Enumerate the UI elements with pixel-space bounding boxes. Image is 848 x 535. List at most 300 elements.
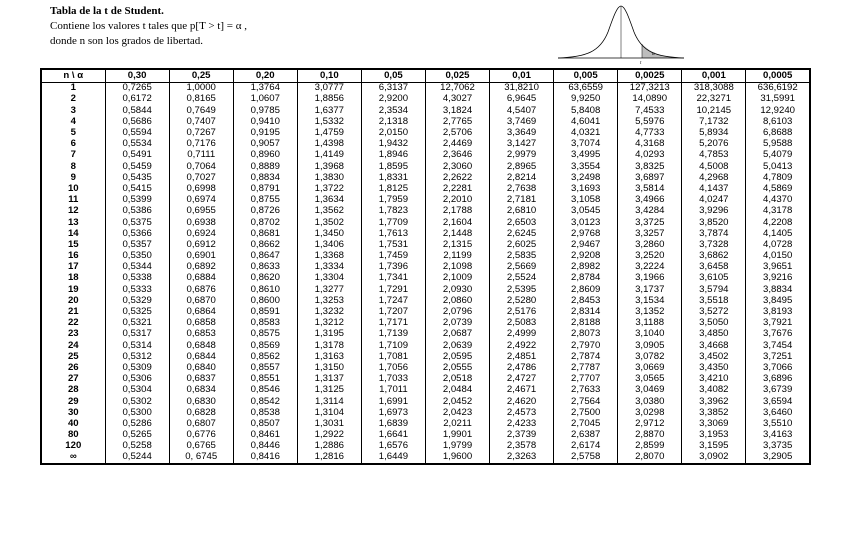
critical-value-cell: 1,7011 (361, 385, 425, 396)
critical-value-cell: 5,5976 (618, 117, 682, 128)
critical-value-cell: 2,8784 (554, 273, 618, 284)
critical-value-cell: 1,7291 (361, 284, 425, 295)
column-header: 0,05 (361, 69, 425, 83)
table-row (41, 284, 810, 295)
critical-value-cell: 2,0796 (425, 307, 489, 318)
critical-value-cell: 0,6765 (169, 441, 233, 452)
table-row (41, 352, 810, 363)
column-header: 0,0025 (618, 69, 682, 83)
critical-value-cell: 1,7531 (361, 240, 425, 251)
table-row (41, 94, 810, 105)
critical-value-cell: 0,5306 (105, 374, 169, 385)
degrees-of-freedom-cell: 30 (67, 407, 79, 418)
critical-value-cell: 1,8125 (361, 184, 425, 195)
critical-value-cell: 0,6884 (169, 273, 233, 284)
critical-value-cell: 3,7676 (746, 329, 810, 340)
critical-value-cell: 3,8495 (746, 296, 810, 307)
critical-value-cell: 2,7181 (490, 195, 554, 206)
critical-value-cell: 4,2968 (682, 173, 746, 184)
column-header: 0,025 (425, 69, 489, 83)
critical-value-cell: 1,3562 (297, 206, 361, 217)
critical-value-cell: 5,0413 (746, 161, 810, 172)
critical-value-cell: 3,3852 (682, 407, 746, 418)
critical-value-cell: 0,5304 (105, 385, 169, 396)
critical-value-cell: 3,3257 (618, 228, 682, 239)
critical-value-cell: 2,5524 (490, 273, 554, 284)
table-row (41, 329, 810, 340)
critical-value-cell: 3,1595 (682, 441, 746, 452)
critical-value-cell: 0,5321 (105, 318, 169, 329)
critical-value-cell: 2,5395 (490, 284, 554, 295)
critical-value-cell: 0,8600 (233, 296, 297, 307)
critical-value-cell: 3,7921 (746, 318, 810, 329)
document-header (50, 4, 470, 49)
critical-value-cell: 0,5244 (105, 452, 169, 464)
critical-value-cell: 0,9410 (233, 117, 297, 128)
critical-value-cell: 2,8982 (554, 262, 618, 273)
critical-value-cell: 3,2905 (746, 452, 810, 464)
critical-value-cell: 3,6862 (682, 251, 746, 262)
critical-value-cell: 3,0669 (618, 363, 682, 374)
critical-value-cell: 0,7064 (169, 161, 233, 172)
critical-value-cell: 1,3368 (297, 251, 361, 262)
critical-value-cell: 2,0860 (425, 296, 489, 307)
degrees-of-freedom-cell: 28 (67, 385, 79, 396)
critical-value-cell: 3,9651 (746, 262, 810, 273)
critical-value-cell: 5,2076 (682, 139, 746, 150)
critical-value-cell: 1,4759 (297, 128, 361, 139)
critical-value-cell: 4,7853 (682, 150, 746, 161)
critical-value-cell: 1,5332 (297, 117, 361, 128)
critical-value-cell: 2,0595 (425, 352, 489, 363)
degrees-of-freedom-cell: 5 (70, 127, 76, 139)
critical-value-cell: 0,8583 (233, 318, 297, 329)
critical-value-cell: 1,3253 (297, 296, 361, 307)
degrees-of-freedom-cell: 24 (67, 340, 79, 351)
critical-value-cell: 1,7959 (361, 195, 425, 206)
critical-value-cell: 10,2145 (682, 105, 746, 116)
critical-value-cell: 0,7407 (169, 117, 233, 128)
critical-value-cell: 0,5435 (105, 173, 169, 184)
critical-value-cell: 5,8408 (554, 105, 618, 116)
critical-value-cell: 3,6897 (618, 173, 682, 184)
critical-value-cell: 2,2281 (425, 184, 489, 195)
critical-value-cell: 0,5302 (105, 396, 169, 407)
critical-value-cell: 2,0484 (425, 385, 489, 396)
critical-value-cell: 3,5518 (682, 296, 746, 307)
degrees-of-freedom-cell: 12 (67, 206, 79, 217)
critical-value-cell: 0,8662 (233, 240, 297, 251)
critical-value-cell: 0,8591 (233, 307, 297, 318)
column-header: 0,20 (233, 69, 297, 83)
critical-value-cell: 0,5312 (105, 352, 169, 363)
critical-value-cell: 2,8599 (618, 441, 682, 452)
critical-value-cell: 6,3137 (361, 83, 425, 95)
critical-value-cell: 3,0545 (554, 206, 618, 217)
critical-value-cell: 2,5758 (554, 452, 618, 464)
critical-value-cell: 1,0607 (233, 94, 297, 105)
critical-value-cell: 0,8557 (233, 363, 297, 374)
critical-value-cell: 1,3406 (297, 240, 361, 251)
degrees-of-freedom-cell: ∞ (69, 452, 77, 463)
critical-value-cell: 0,5415 (105, 184, 169, 195)
column-header: 0,30 (105, 69, 169, 83)
critical-value-cell: 3,4210 (682, 374, 746, 385)
critical-value-cell: 3,7066 (746, 363, 810, 374)
critical-value-cell: 31,5991 (746, 94, 810, 105)
critical-value-cell: 1,6973 (361, 407, 425, 418)
critical-value-cell: 3,8834 (746, 284, 810, 295)
critical-value-cell: 2,6503 (490, 217, 554, 228)
degrees-of-freedom-cell: 1 (70, 82, 76, 94)
critical-value-cell: 0,5386 (105, 206, 169, 217)
critical-value-cell: 0,6955 (169, 206, 233, 217)
critical-value-cell: 3,7469 (490, 117, 554, 128)
table-row (41, 105, 810, 116)
critical-value-cell: 2,0555 (425, 363, 489, 374)
critical-value-cell: 3,2860 (618, 240, 682, 251)
critical-value-cell: 3,0123 (554, 217, 618, 228)
critical-value-cell: 1,3150 (297, 363, 361, 374)
degrees-of-freedom-cell: 25 (67, 351, 79, 362)
critical-value-cell: 2,1448 (425, 228, 489, 239)
critical-value-cell: 1,3104 (297, 407, 361, 418)
critical-value-cell: 1,0000 (169, 83, 233, 95)
critical-value-cell: 0,8562 (233, 352, 297, 363)
table-row (41, 307, 810, 318)
critical-value-cell: 3,0902 (682, 452, 746, 464)
description-line-2: donde n son los grados de libertad. (50, 35, 204, 47)
critical-value-cell: 2,7564 (554, 396, 618, 407)
critical-value-cell: 3,0469 (618, 385, 682, 396)
critical-value-cell: 1,8946 (361, 150, 425, 161)
critical-value-cell: 1,7396 (361, 262, 425, 273)
critical-value-cell: 1,3163 (297, 352, 361, 363)
t-label: t (640, 61, 642, 64)
critical-value-cell: 3,7074 (554, 139, 618, 150)
t-distribution-table-wrapper (40, 68, 811, 465)
critical-value-cell: 22,3271 (682, 94, 746, 105)
critical-value-cell: 0,6974 (169, 195, 233, 206)
critical-value-cell: 0,5325 (105, 307, 169, 318)
critical-value-cell: 0,6876 (169, 284, 233, 295)
table-header-row (41, 69, 810, 83)
critical-value-cell: 3,2520 (618, 251, 682, 262)
critical-value-cell: 1,7341 (361, 273, 425, 284)
critical-value-cell: 0,8575 (233, 329, 297, 340)
critical-value-cell: 0,5300 (105, 407, 169, 418)
t-distribution-table (40, 68, 811, 465)
critical-value-cell: 3,1040 (618, 329, 682, 340)
critical-value-cell: 3,0565 (618, 374, 682, 385)
critical-value-cell: 0,8960 (233, 150, 297, 161)
critical-value-cell: 6,8688 (746, 128, 810, 139)
critical-value-cell: 0,6892 (169, 262, 233, 273)
table-row (41, 228, 810, 239)
critical-value-cell: 2,2010 (425, 195, 489, 206)
critical-value-cell: 63,6559 (554, 83, 618, 95)
critical-value-cell: 3,6739 (746, 385, 810, 396)
critical-value-cell: 3,4668 (682, 340, 746, 351)
critical-value-cell: 0,7267 (169, 128, 233, 139)
table-row (41, 139, 810, 150)
critical-value-cell: 3,5050 (682, 318, 746, 329)
critical-value-cell: 2,5706 (425, 128, 489, 139)
degrees-of-freedom-cell: 17 (67, 262, 79, 273)
table-row (41, 385, 810, 396)
critical-value-cell: 2,9712 (618, 419, 682, 430)
critical-value-cell: 1,3195 (297, 329, 361, 340)
critical-value-cell: 1,6839 (361, 419, 425, 430)
critical-value-cell: 3,1966 (618, 273, 682, 284)
critical-value-cell: 4,0247 (682, 195, 746, 206)
critical-value-cell: 1,6449 (361, 452, 425, 464)
critical-value-cell: 1,9799 (425, 441, 489, 452)
critical-value-cell: 0,8681 (233, 228, 297, 239)
critical-value-cell: 1,3232 (297, 307, 361, 318)
critical-value-cell: 2,9200 (361, 94, 425, 105)
critical-value-cell: 3,6458 (682, 262, 746, 273)
table-row (41, 318, 810, 329)
critical-value-cell: 2,2622 (425, 173, 489, 184)
critical-value-cell: 2,0687 (425, 329, 489, 340)
degrees-of-freedom-cell: 6 (70, 138, 76, 150)
critical-value-cell: 1,7171 (361, 318, 425, 329)
critical-value-cell: 2,1098 (425, 262, 489, 273)
critical-value-cell: 0,8461 (233, 430, 297, 441)
critical-value-cell: 2,4851 (490, 352, 554, 363)
degrees-of-freedom-cell: 22 (67, 317, 79, 329)
critical-value-cell: 2,3739 (490, 430, 554, 441)
critical-value-cell: 1,2922 (297, 430, 361, 441)
critical-value-cell: 0,5344 (105, 262, 169, 273)
critical-value-cell: 3,4350 (682, 363, 746, 374)
critical-value-cell: 3,7454 (746, 340, 810, 351)
critical-value-cell: 2,7707 (554, 374, 618, 385)
critical-value-cell: 1,7459 (361, 251, 425, 262)
critical-value-cell: 0,6870 (169, 296, 233, 307)
critical-value-cell: 3,1824 (425, 105, 489, 116)
critical-value-cell: 0,5258 (105, 441, 169, 452)
critical-value-cell: 1,7081 (361, 352, 425, 363)
table-row (41, 340, 810, 351)
critical-value-cell: 1,3031 (297, 419, 361, 430)
critical-value-cell: 0,8538 (233, 407, 297, 418)
critical-value-cell: 0,8834 (233, 173, 297, 184)
critical-value-cell: 3,2498 (554, 173, 618, 184)
critical-value-cell: 1,3277 (297, 284, 361, 295)
critical-value-cell: 0,5375 (105, 217, 169, 228)
critical-value-cell: 0,5314 (105, 340, 169, 351)
critical-value-cell: 2,0739 (425, 318, 489, 329)
critical-value-cell: 2,4620 (490, 396, 554, 407)
critical-value-cell: 0,7176 (169, 139, 233, 150)
table-row (41, 441, 810, 452)
critical-value-cell: 2,7500 (554, 407, 618, 418)
critical-value-cell: 1,3212 (297, 318, 361, 329)
critical-value-cell: 2,7787 (554, 363, 618, 374)
critical-value-cell: 0,9195 (233, 128, 297, 139)
critical-value-cell: 1,3502 (297, 217, 361, 228)
critical-value-cell: 1,3764 (233, 83, 297, 95)
critical-value-cell: 1,6991 (361, 396, 425, 407)
critical-value-cell: 3,3554 (554, 161, 618, 172)
critical-value-cell: 1,3722 (297, 184, 361, 195)
critical-value-cell: 0,8620 (233, 273, 297, 284)
critical-value-cell: 2,0639 (425, 340, 489, 351)
description-line-1: Contiene los valores t tales que p[T > t] = α , (50, 20, 247, 32)
table-row (41, 195, 810, 206)
critical-value-cell: 2,3263 (490, 452, 554, 464)
critical-value-cell: 1,3178 (297, 340, 361, 351)
critical-value-cell: 3,5272 (682, 307, 746, 318)
critical-value-cell: 2,4786 (490, 363, 554, 374)
critical-value-cell: 0,5459 (105, 161, 169, 172)
critical-value-cell: 0,6807 (169, 419, 233, 430)
critical-value-cell: 0,8542 (233, 396, 297, 407)
critical-value-cell: 4,1437 (682, 184, 746, 195)
critical-value-cell: 8,6103 (746, 117, 810, 128)
degrees-of-freedom-cell: 8 (70, 161, 76, 172)
critical-value-cell: 3,4966 (618, 195, 682, 206)
critical-value-cell: 1,4398 (297, 139, 361, 150)
critical-value-cell: 2,8453 (554, 296, 618, 307)
critical-value-cell: 1,3334 (297, 262, 361, 273)
critical-value-cell: 4,1405 (746, 228, 810, 239)
critical-value-cell: 1,3450 (297, 228, 361, 239)
critical-value-cell: 3,4163 (746, 430, 810, 441)
critical-value-cell: 2,8870 (618, 430, 682, 441)
critical-value-cell: 2,4469 (425, 139, 489, 150)
critical-value-cell: 3,4082 (682, 385, 746, 396)
critical-value-cell: 1,3634 (297, 195, 361, 206)
critical-value-cell: 0,8702 (233, 217, 297, 228)
critical-value-cell: 1,8331 (361, 173, 425, 184)
critical-value-cell: 1,7207 (361, 307, 425, 318)
critical-value-cell: 2,7765 (425, 117, 489, 128)
table-row (41, 150, 810, 161)
critical-value-cell: 4,5869 (746, 184, 810, 195)
critical-value-cell: 0,6998 (169, 184, 233, 195)
critical-value-cell: 3,0782 (618, 352, 682, 363)
critical-value-cell: 0,5357 (105, 240, 169, 251)
critical-value-cell: 0,6828 (169, 407, 233, 418)
critical-value-cell: 0,6834 (169, 385, 233, 396)
critical-value-cell: 4,0321 (554, 128, 618, 139)
critical-value-cell: 4,2208 (746, 217, 810, 228)
critical-value-cell: 1,7709 (361, 217, 425, 228)
degrees-of-freedom-cell: 9 (70, 172, 76, 183)
critical-value-cell: 1,8856 (297, 94, 361, 105)
degrees-of-freedom-cell: 27 (67, 373, 79, 385)
critical-value-cell: 3,9296 (682, 206, 746, 217)
critical-value-cell: 2,8188 (554, 318, 618, 329)
critical-value-cell: 1,6576 (361, 441, 425, 452)
degrees-of-freedom-cell: 2 (70, 94, 76, 105)
critical-value-cell: 5,4079 (746, 150, 810, 161)
critical-value-cell: 5,9588 (746, 139, 810, 150)
column-header: 0,005 (554, 69, 618, 83)
critical-value-cell: 0,7111 (169, 150, 233, 161)
degrees-of-freedom-cell: 7 (70, 150, 76, 161)
critical-value-cell: 0,8165 (169, 94, 233, 105)
critical-value-cell: 12,7062 (425, 83, 489, 95)
critical-value-cell: 0,6853 (169, 329, 233, 340)
critical-value-cell: 2,7638 (490, 184, 554, 195)
table-row (41, 296, 810, 307)
critical-value-cell: 1,9901 (425, 430, 489, 441)
critical-value-cell: 636,6192 (746, 83, 810, 95)
degrees-of-freedom-cell: 40 (67, 418, 79, 429)
critical-value-cell: 3,8520 (682, 217, 746, 228)
corner-header: n \ α (41, 69, 105, 83)
critical-value-cell: 3,6105 (682, 273, 746, 284)
critical-value-cell: 0,8633 (233, 262, 297, 273)
critical-value-cell: 3,1427 (490, 139, 554, 150)
critical-value-cell: 2,4999 (490, 329, 554, 340)
critical-value-cell: 2,9467 (554, 240, 618, 251)
critical-value-cell: 3,1693 (554, 184, 618, 195)
critical-value-cell: 1,3137 (297, 374, 361, 385)
critical-value-cell: 12,9240 (746, 105, 810, 116)
critical-value-cell: 3,6594 (746, 396, 810, 407)
critical-value-cell: 2,5835 (490, 251, 554, 262)
critical-value-cell: 3,5814 (618, 184, 682, 195)
critical-value-cell: 2,6387 (554, 430, 618, 441)
critical-value-cell: 0,5844 (105, 105, 169, 116)
critical-value-cell: 1,7056 (361, 363, 425, 374)
column-header: 0,01 (490, 69, 554, 83)
critical-value-cell: 2,3578 (490, 441, 554, 452)
alpha-label: α (652, 52, 655, 57)
critical-value-cell: 1,7247 (361, 296, 425, 307)
critical-value-cell: 14,0890 (618, 94, 682, 105)
degrees-of-freedom-cell: 15 (67, 239, 79, 250)
degrees-of-freedom-cell: 14 (67, 228, 79, 239)
critical-value-cell: 3,1737 (618, 284, 682, 295)
critical-value-cell: 3,8325 (618, 161, 682, 172)
critical-value-cell: 2,8965 (490, 161, 554, 172)
critical-value-cell: 3,3649 (490, 128, 554, 139)
critical-value-cell: 3,1188 (618, 318, 682, 329)
degrees-of-freedom-cell: 19 (67, 284, 79, 295)
critical-value-cell: 0,8791 (233, 184, 297, 195)
critical-value-cell: 3,3725 (618, 217, 682, 228)
critical-value-cell: 3,5794 (682, 284, 746, 295)
critical-value-cell: 318,3088 (682, 83, 746, 95)
critical-value-cell: 1,3968 (297, 161, 361, 172)
table-row (41, 206, 810, 217)
critical-value-cell: 0,7027 (169, 173, 233, 184)
table-row (41, 430, 810, 441)
critical-value-cell: 1,7139 (361, 329, 425, 340)
critical-value-cell: 1,9432 (361, 139, 425, 150)
critical-value-cell: 0,5265 (105, 430, 169, 441)
table-row (41, 452, 810, 464)
critical-value-cell: 2,4573 (490, 407, 554, 418)
table-row (41, 251, 810, 262)
degrees-of-freedom-cell: 16 (67, 250, 79, 262)
critical-value-cell: 0,5350 (105, 251, 169, 262)
critical-value-cell: 2,4922 (490, 340, 554, 351)
table-row (41, 161, 810, 172)
critical-value-cell: 0,5399 (105, 195, 169, 206)
document-title: Tabla de la t de Student. (50, 5, 164, 17)
critical-value-cell: 4,0728 (746, 240, 810, 251)
critical-value-cell: 2,6025 (490, 240, 554, 251)
critical-value-cell: 0,6912 (169, 240, 233, 251)
critical-value-cell: 3,0380 (618, 396, 682, 407)
